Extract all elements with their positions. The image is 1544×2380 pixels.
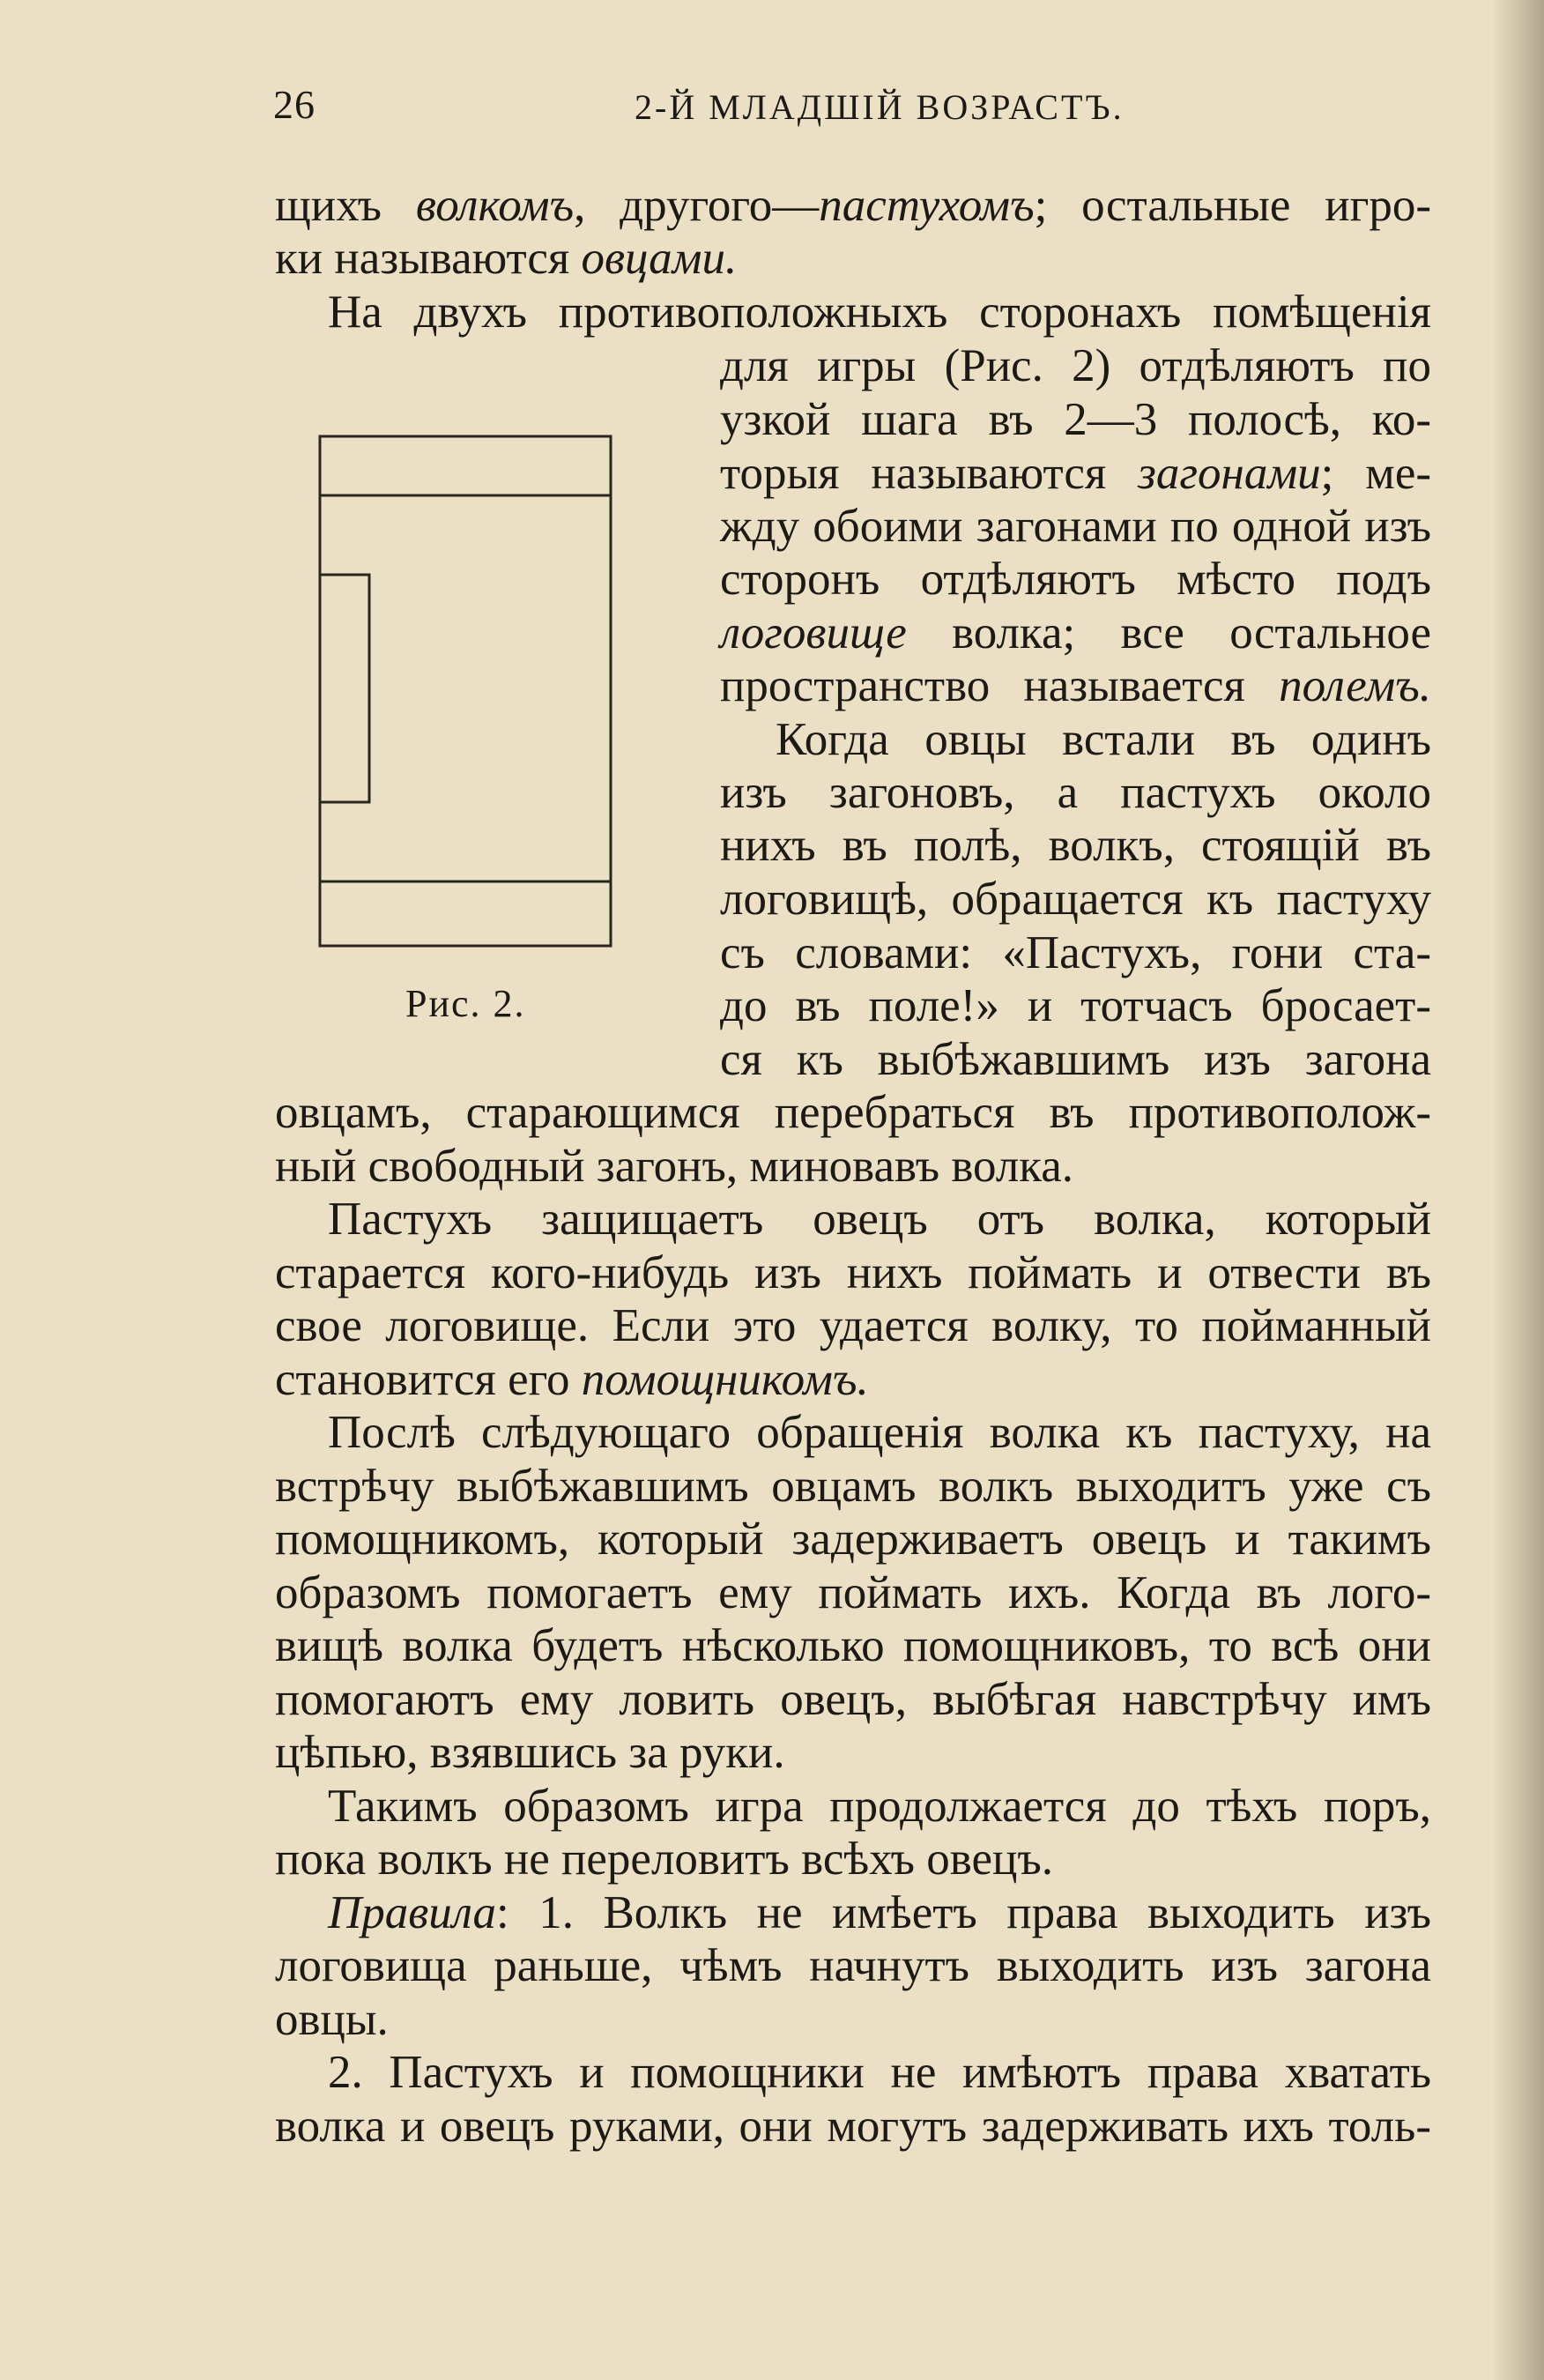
- text-line: [275, 1143, 1073, 1190]
- text-run: ; ме-: [1320, 448, 1432, 499]
- text-line: [275, 1567, 1431, 1618]
- text-run: для игры (Рис. 2) отдѣляютъ по: [720, 340, 1431, 391]
- text-line: [275, 1087, 1431, 1138]
- text-line: [720, 767, 1431, 818]
- text-line: [275, 1247, 1431, 1298]
- italic-term: полемъ.: [1279, 660, 1431, 711]
- text-run: помощникомъ, который задерживаетъ овецъ и такимъ: [275, 1514, 1431, 1565]
- text-line: [720, 660, 1431, 711]
- text-run: вищѣ волка будетъ нѣсколько помощниковъ, то всѣ они: [275, 1620, 1431, 1671]
- text-run: волка и овецъ руками, они могутъ задерживать ихъ толь-: [275, 2101, 1431, 2152]
- text-line: [720, 503, 1431, 550]
- text-line: [275, 2103, 1431, 2150]
- text-line: [275, 1463, 1431, 1510]
- text-line: [275, 1516, 1431, 1563]
- text-line: [720, 927, 1431, 978]
- text-line: [720, 450, 1431, 497]
- text-run: волка; все остальное: [906, 607, 1431, 658]
- text-line: [720, 980, 1431, 1031]
- text-run: ; остальные игро-: [1034, 180, 1432, 231]
- text-run: старается кого-нибудь изъ нихъ поймать и отвести въ: [275, 1247, 1431, 1298]
- italic-term: логовище: [720, 607, 907, 658]
- wolf-den: [320, 575, 369, 802]
- text-line: [275, 235, 737, 282]
- italic-term: овцами.: [581, 233, 738, 284]
- text-run: , другого—: [574, 180, 820, 231]
- text-run: образомъ помогаетъ ему поймать ихъ. Когда въ лого-: [275, 1567, 1431, 1618]
- text-line: [328, 1783, 1431, 1830]
- text-line: [776, 714, 1431, 765]
- text-run: Когда овцы встали въ одинъ: [776, 714, 1431, 765]
- text-run: овцамъ, старающимся перебраться въ противополож-: [275, 1087, 1431, 1138]
- text-line: [275, 182, 1431, 229]
- text-run: : 1. Волкъ не имѣетъ права выходить изъ: [496, 1887, 1431, 1938]
- text-run: сторонъ отдѣляютъ мѣсто подъ: [720, 554, 1431, 605]
- field-outline: [320, 436, 611, 946]
- field-diagram: [313, 432, 621, 952]
- text-line: [275, 1833, 1054, 1885]
- text-run: узкой шага въ 2—3 полосѣ, ко-: [720, 394, 1431, 445]
- text-line: [328, 2049, 1431, 2096]
- text-run: изъ загоновъ, а пастухъ около: [720, 767, 1431, 818]
- text-run: логовища раньше, чѣмъ начнутъ выходить изъ загона: [275, 1940, 1431, 1991]
- text-line: [328, 286, 1431, 338]
- text-run: ся къ выбѣжавшимъ изъ загона: [720, 1034, 1431, 1085]
- text-line: [720, 822, 1431, 869]
- text-run: до въ поле!» и тотчасъ бросает-: [720, 980, 1431, 1031]
- text-line: [328, 1887, 1431, 1938]
- text-run: щихъ: [275, 180, 416, 231]
- italic-term: пастухомъ: [819, 180, 1035, 231]
- text-line: [720, 1034, 1431, 1085]
- text-run: торыя называются: [720, 448, 1139, 499]
- italic-term: загонами: [1138, 448, 1321, 499]
- page-edge-shadow: [1491, 0, 1544, 2380]
- italic-term: помощникомъ.: [581, 1354, 869, 1405]
- text-line: [275, 1994, 389, 2045]
- text-run: жду обоими загонами по одной изъ: [720, 501, 1431, 552]
- text-line: [275, 1300, 1431, 1351]
- text-run: Послѣ слѣдующаго обращенія волка къ пастуху, на: [328, 1407, 1431, 1458]
- text-run: ный свободный загонъ, миновавъ волка.: [275, 1141, 1074, 1192]
- text-run: становится его: [275, 1354, 582, 1405]
- running-title: 2-Й МЛАДШІЙ ВОЗРАСТЪ.: [635, 87, 1125, 127]
- italic-term: волкомъ: [415, 180, 575, 231]
- text-run: помогаютъ ему ловить овецъ, выбѣгая навстрѣчу имъ: [275, 1674, 1431, 1725]
- text-line: [720, 607, 1431, 658]
- text-run: ки называются: [275, 233, 582, 284]
- text-line: [328, 1196, 1431, 1243]
- text-run: овцы.: [275, 1994, 389, 2045]
- text-run: нихъ въ полѣ, волкъ, стоящій въ: [720, 820, 1431, 871]
- text-line: [275, 1729, 785, 1776]
- text-line: [275, 1354, 869, 1405]
- text-run: съ словами: «Пастухъ, гони ста-: [720, 927, 1431, 978]
- text-line: [720, 556, 1431, 603]
- text-run: свое логовище. Если это удается волку, то пойманный: [275, 1300, 1431, 1351]
- text-line: [720, 340, 1431, 391]
- text-line: [275, 1620, 1431, 1671]
- text-line: [720, 394, 1431, 445]
- text-run: На двухъ противоположныхъ сторонахъ помѣщенія: [328, 286, 1431, 338]
- text-line: [275, 1674, 1431, 1725]
- text-run: пока волкъ не переловитъ всѣхъ овецъ.: [275, 1833, 1054, 1885]
- text-line: [275, 1940, 1431, 1991]
- text-run: Такимъ образомъ игра продолжается до тѣхъ поръ,: [328, 1781, 1431, 1832]
- text-line: [720, 876, 1431, 923]
- page-number: 26: [273, 82, 315, 127]
- text-run: пространство называется: [720, 660, 1280, 711]
- text-run: встрѣчу выбѣжавшимъ овцамъ волкъ выходитъ уже съ: [275, 1461, 1431, 1512]
- text-line: [328, 1409, 1431, 1456]
- text-run: цѣпью, взявшись за руки.: [275, 1727, 785, 1778]
- text-run: Пастухъ защищаетъ овецъ отъ волка, который: [328, 1194, 1431, 1245]
- figure-caption: Рис. 2.: [405, 982, 526, 1025]
- text-run: 2. Пастухъ и помощники не имѣютъ права хватать: [328, 2047, 1431, 2098]
- italic-term: Правила: [328, 1887, 497, 1938]
- text-run: логовищѣ, обращается къ пастуху: [720, 874, 1431, 925]
